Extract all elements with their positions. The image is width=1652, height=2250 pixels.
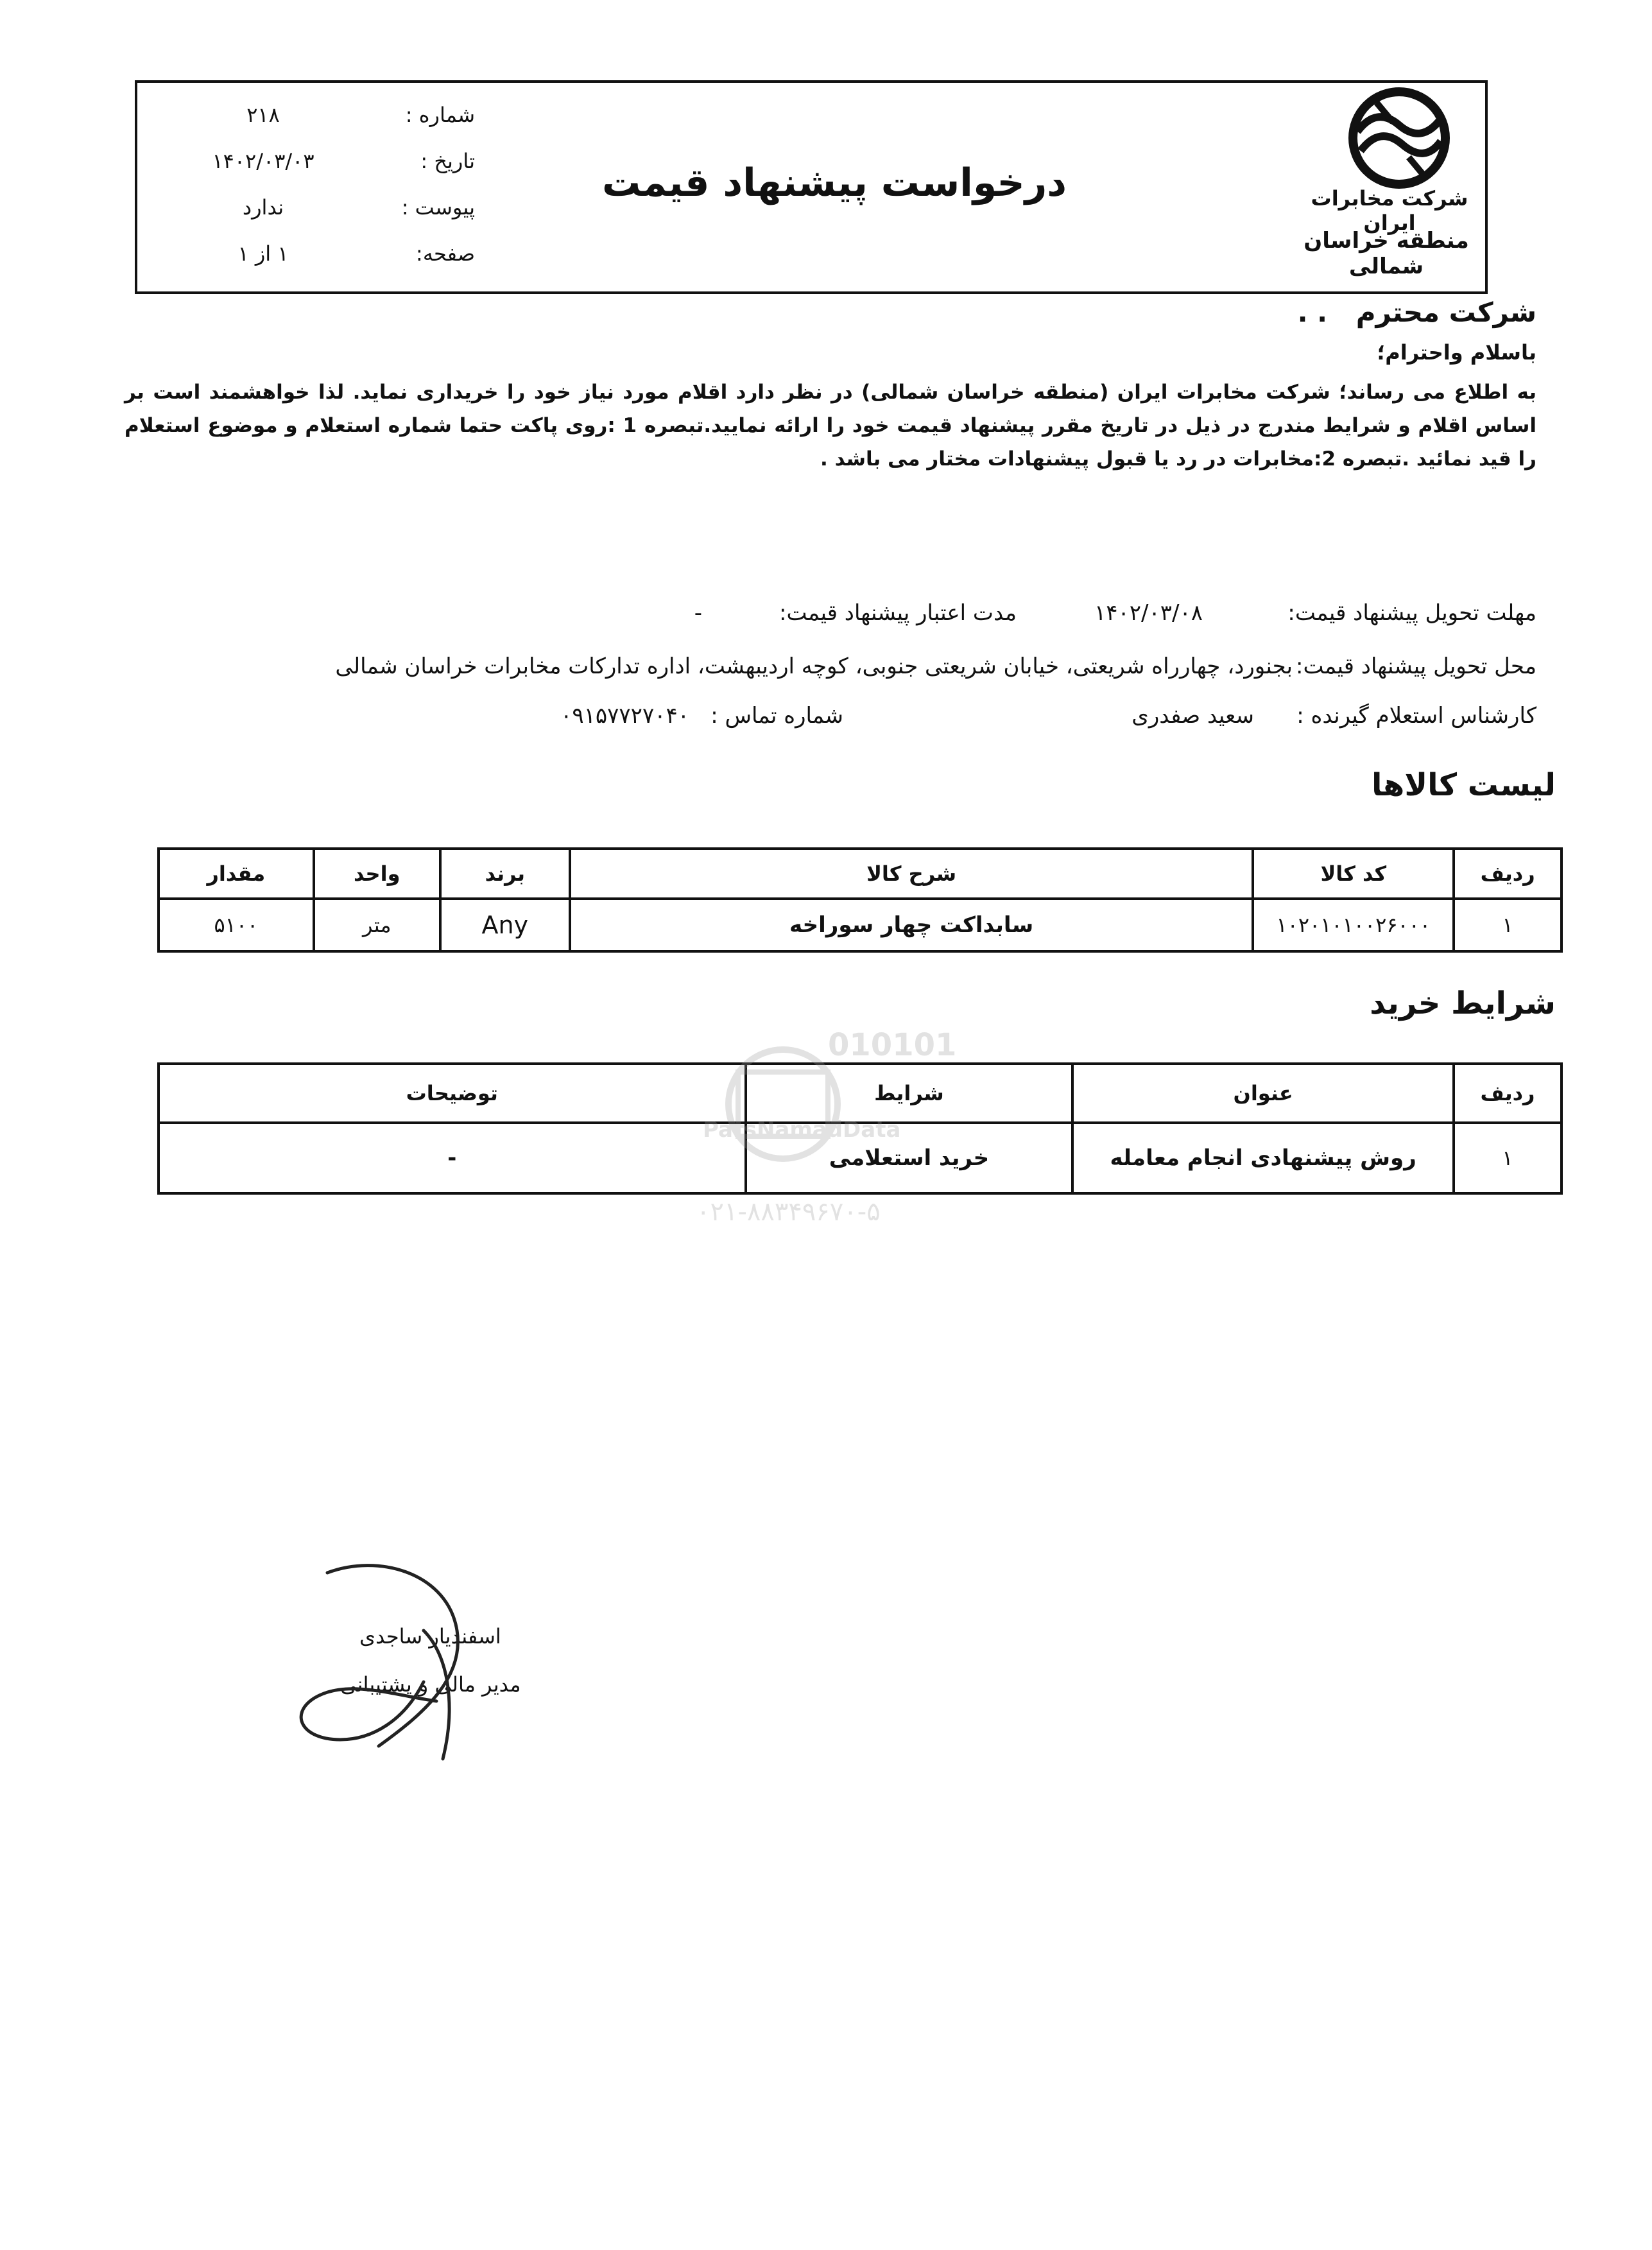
cell-term-title: روش پیشنهادی انجام معامله <box>1072 1123 1454 1193</box>
stamp-digits: 010101 <box>828 1027 957 1063</box>
meta-value: ۱۴۰۲/۰۳/۰۳ <box>212 149 314 173</box>
greeting-text: شرکت محترم <box>1355 297 1536 328</box>
phone-label: شماره تماس : <box>710 703 843 729</box>
col-header: توضیحات <box>159 1064 746 1123</box>
deadline-label: مهلت تحویل پیشنهاد قیمت: <box>1287 600 1536 626</box>
company-name-logotype: شرکت مخابرات ایران <box>1311 186 1468 235</box>
meta-attachment <box>193 195 475 234</box>
meta-value: ۲۱۸ <box>246 103 280 127</box>
meta-label: شماره : <box>405 103 475 127</box>
col-header: شرح کالا <box>570 849 1253 899</box>
expert-label: کارشناس استعلام گیرنده : <box>1296 703 1536 729</box>
col-header: ردیف <box>1454 849 1562 899</box>
table-row <box>159 899 1562 951</box>
col-header: مقدار <box>159 849 314 899</box>
company-logo-icon <box>1332 87 1467 193</box>
cell-term-notes: - <box>159 1123 746 1193</box>
cell-item-description: سابداکت چهار سوراخه <box>570 899 1253 951</box>
meta-label: صفحه: <box>416 241 475 266</box>
meta-value: ندارد <box>242 195 284 220</box>
goods-table <box>157 847 1563 953</box>
meta-page <box>193 241 475 280</box>
col-header: شرایط <box>746 1064 1073 1123</box>
signer-name: اسفندیار ساجدی <box>359 1624 501 1649</box>
validity-label: مدت اعتبار پیشنهاد قیمت: <box>779 600 1017 626</box>
terms-section-title: شرایط خرید <box>1370 985 1556 1021</box>
meta-label: تاریخ : <box>420 149 475 173</box>
region-name: منطقه خراسان شمالی <box>1304 228 1469 279</box>
location-value: بجنورد، چهارراه شریعتی، خیابان شریعتی جنوبی، کوچه اردیبهشت، اداره تدارکات مخابرات خراسان شمالی <box>335 653 1293 679</box>
document-title: درخواست پیشنهاد قیمت <box>601 160 1067 205</box>
meta-date <box>193 149 475 187</box>
cell-term-condition: خرید استعلامی <box>746 1123 1073 1193</box>
col-header: برند <box>440 849 570 899</box>
meta-number <box>193 103 475 141</box>
validity-value: - <box>694 600 702 626</box>
stamp-phone: ۰۲۱-۸۸۳۴۹۶۷۰-۵ <box>696 1197 881 1227</box>
meta-label: پیوست : <box>401 195 475 220</box>
col-header: واحد <box>314 849 440 899</box>
signer-role: مدیر مالی و پشتیبانی <box>340 1672 521 1697</box>
cell-unit: متر <box>314 899 440 951</box>
col-header: ردیف <box>1454 1064 1562 1123</box>
cell-row-number: ۱ <box>1454 899 1562 951</box>
salutation: باسلام واحترام؛ <box>1377 340 1536 365</box>
greeting <box>1298 297 1536 328</box>
goods-section-title: لیست کالاها <box>1372 767 1556 803</box>
watermark-stamp <box>696 1027 969 1239</box>
expert-value: سعید صفدری <box>1131 703 1254 729</box>
col-header: کد کالا <box>1253 849 1454 899</box>
cell-quantity: ۵۱۰۰ <box>159 899 314 951</box>
table-header-row <box>159 849 1562 899</box>
letter-body: به اطلاع می رساند؛ شرکت مخابرات ایران (منطقه خراسان شمالی) در نظر دارد اقلام مورد نیاز خود را خریداری نماید. لذا خواهشمند است بر اساس اقلام و شرایط مندرج در ذیل در تاریخ مقرر پیشنهاد قیمت خود را ارائه نمایید.تبصره 1 :روی پاکت حتما شماره استعلام و موضوع استعلام را قید نمائید .تبصره 2:مخابرات در رد یا قبول پیشنهادات مختار می باشد . <box>125 381 1536 471</box>
stamp-brand: ParsNamadData <box>703 1117 901 1143</box>
cell-row-number: ۱ <box>1454 1123 1562 1193</box>
greeting-dots: . . <box>1297 297 1328 328</box>
handwritten-signature-icon <box>276 1553 546 1772</box>
meta-value: ۱ از ۱ <box>237 241 289 266</box>
col-header: عنوان <box>1072 1064 1454 1123</box>
location-label: محل تحویل پیشنهاد قیمت: <box>1295 653 1536 679</box>
cell-brand: Any <box>440 899 570 951</box>
phone-value: ۰۹۱۵۷۷۲۷۰۴۰ <box>560 703 689 729</box>
deadline-value: ۱۴۰۲/۰۳/۰۸ <box>1094 600 1203 626</box>
cell-item-code: ۱۰۲۰۱۰۱۰۰۲۶۰۰۰ <box>1253 899 1454 951</box>
